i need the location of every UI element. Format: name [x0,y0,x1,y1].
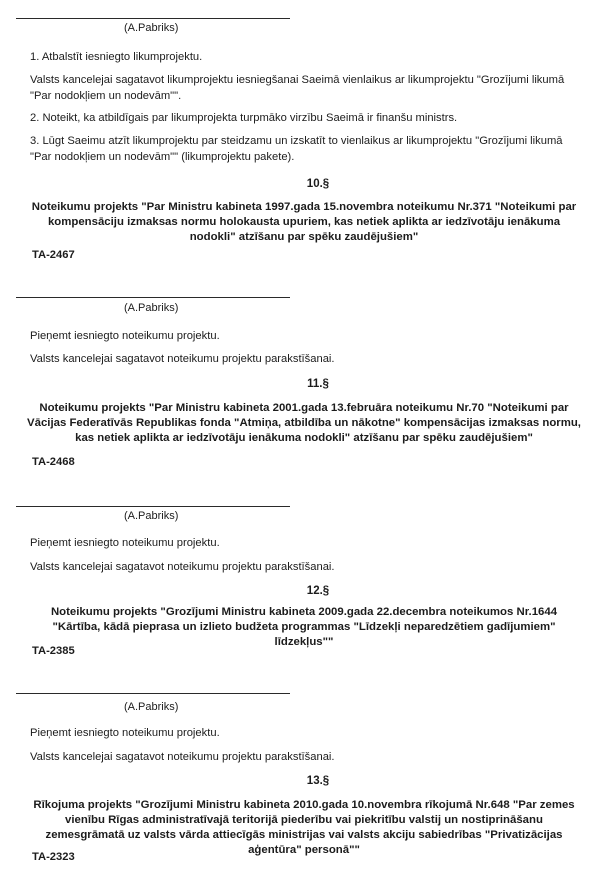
decision-item: Valsts kancelejai sagatavot noteikumu projektu parakstīšanai. [30,561,335,573]
signature-name: (A.Pabriks) [124,701,179,713]
decision-item: Valsts kancelejai sagatavot noteikumu projektu parakstīšanai. [30,751,335,763]
signature-line [16,693,290,694]
signature-name: (A.Pabriks) [124,302,179,314]
decision-item: Pieņemt iesniegto noteikumu projektu. [30,330,220,342]
document-code: TA-2468 [32,456,75,468]
document-code: TA-2467 [32,249,75,261]
document-code: TA-2323 [32,851,75,863]
decision-item: Pieņemt iesniegto noteikumu projektu. [30,727,220,739]
section-number: 13.§ [306,775,330,787]
section-number: 12.§ [306,585,330,597]
signature-line [16,506,290,507]
decision-item: 3. Lūgt Saeimu atzīt likumprojektu par steidzamu un izskatīt to vienlaikus ar likumprojektu "Grozījumi likumā "Par nodokļiem un nodevām"" (likumprojektu pakete). [30,135,563,163]
section-number: 10.§ [306,178,330,190]
signature-line [16,18,290,19]
section-title: Noteikumu projekts "Par Ministru kabineta 2001.gada 13.februāra noteikumu Nr.70 "Noteikumi par Vācijas Federatīvās Republikas fonda "Atmiņa, atbildība un nākotne" kompensācijas izmaksas normu, kas netiek aplikta ar iedzīvotāju ienākuma nodokli" atzīšanu par spēku zaudējušiem" [27,402,581,444]
decision-item: Pieņemt iesniegto noteikumu projektu. [30,537,220,549]
section-title: Noteikumu projekts "Grozījumi Ministru kabineta 2009.gada 22.decembra noteikumos Nr.1644 "Kārtība, kādā pieprasa un izlieto budžeta programmas "Līdzekļi neparedzētiem gadījumiem" līdzekļus"" [50,606,558,648]
section-title: Rīkojuma projekts "Grozījumi Ministru kabineta 2010.gada 10.novembra rīkojumā Nr.648 "Par zemes vienību Rīgas administratīvajā teritorijā piederību vai piekritību valstij un nostiprināšanu zemesgrāmatā uz valsts vārda attiecīgās ministrijas vai valsts akciju sabiedrības "Privatizācijas aģentūra" personā"" [33,799,575,856]
document-code: TA-2385 [32,645,75,657]
signature-name: (A.Pabriks) [124,510,179,522]
section-title: Noteikumu projekts "Par Ministru kabineta 1997.gada 15.novembra noteikumu Nr.371 "Noteikumi par kompensāciju izmaksas normu holokausta upuriem, kas netiek aplikta ar iedzīvotāju ienākuma nodokli" atzīšanu par spēku zaudējušiem" [31,201,577,243]
signature-name: (A.Pabriks) [124,22,179,34]
decision-item: Valsts kancelejai sagatavot likumprojektu iesniegšanai Saeimā vienlaikus ar likumprojektu "Grozījumi likumā "Par nodokļiem un nodevām"". [30,74,565,102]
signature-line [16,297,290,298]
decision-item: 1. Atbalstīt iesniegto likumprojektu. [30,51,203,63]
decision-item: Valsts kancelejai sagatavot noteikumu projektu parakstīšanai. [30,353,335,365]
decision-item: 2. Noteikt, ka atbildīgais par likumprojekta turpmāko virzību Saeimā ir finanšu ministrs. [30,112,458,124]
section-number: 11.§ [307,378,329,390]
